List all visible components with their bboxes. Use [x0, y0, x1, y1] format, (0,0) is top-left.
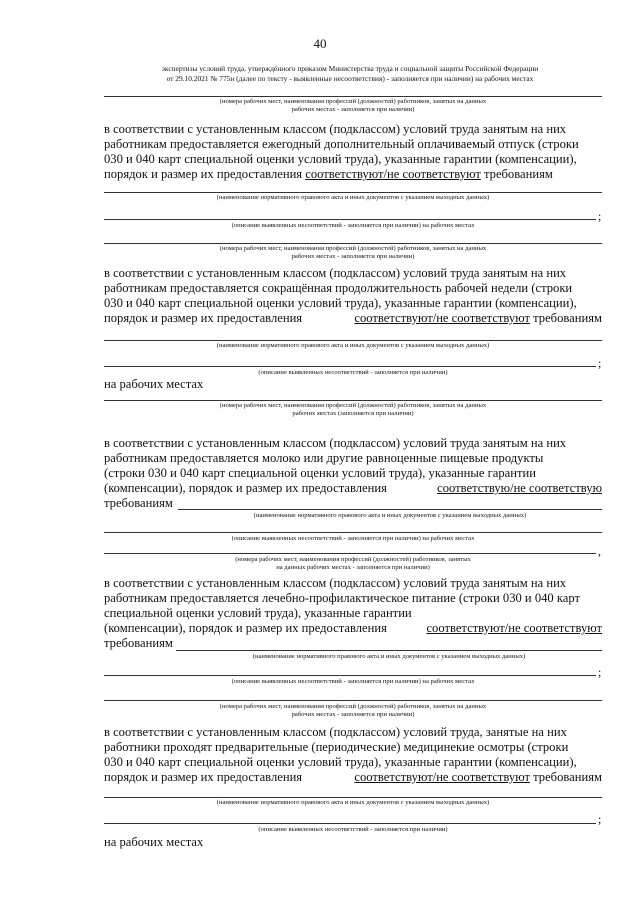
block5-intro: в соответствии с установленным классом (подклассом) условий труда, занятые на них — [104, 725, 567, 739]
block1-line4: порядок и размер их предоставления соответствуют/не соответствуют требованиям — [104, 167, 553, 181]
fill-line — [176, 650, 602, 651]
fill-line — [104, 675, 596, 676]
block1-line3: 030 и 040 карт специальной оценки условий труда), указанные гарантии (компенсации), — [104, 152, 577, 166]
fill-line — [104, 340, 602, 341]
fill-line — [178, 509, 602, 510]
block5-line3: 030 и 040 карт специальной оценки условий труда), указанные гарантии (компенсации), — [104, 755, 577, 769]
page-number: 40 — [313, 36, 327, 51]
block1-intro: в соответствии с установленным классом (подклассом) условий труда занятым на них — [104, 122, 567, 136]
fill-line — [104, 219, 596, 220]
block2-intro: в соответствии с установленным классом (подклассом) условий труда занятым на них — [104, 266, 567, 280]
caption-workplaces: (номера рабочих мест, наименования профессий (должностей) работников, занятых на данных рабочих местах - заполняется при наличии) — [219, 245, 487, 260]
block3-intro: в соответствии с установленным классом (подклассом) условий труда занятым на них — [104, 436, 567, 450]
caption-legal-act: (наименование нормативного правового акта и иных документов с указанием выходных данных) — [216, 342, 490, 349]
fill-line — [104, 797, 602, 798]
block5-line4: порядок и размер их предоставления соответствуют/не соответствуют требованиям — [104, 770, 602, 784]
fill-line — [104, 823, 596, 824]
caption-mismatch: (описание выявленных несоответствий - заполняется при наличии) на рабочих местах — [231, 678, 475, 685]
fill-line — [104, 192, 602, 193]
semicolon: ; — [598, 665, 602, 679]
caption-legal-act: (наименование нормативного правового акта и иных документов с указанием выходных данных) — [216, 799, 490, 806]
block3-line3: (строки 030 и 040 карт специальной оценки условий труда), указанные гарантии — [104, 466, 536, 480]
block3-requirements: требованиям — [104, 496, 173, 510]
caption-mismatch: (описание выявленных несоответствий - заполняется при наличии) на рабочих местах — [231, 535, 475, 542]
fill-line — [104, 700, 602, 701]
block4-line3: специальной оценки условий труда), указанные гарантии — [104, 606, 412, 620]
caption-mismatch: (описание выявленных несоответствий - заполняется при наличии) — [258, 826, 448, 833]
caption-workplaces: (номера рабочих мест, наименования профессий (должностей) работников, занятых на данных рабочих местах - заполняется при наличии) — [219, 98, 487, 113]
caption-mismatch: (описание выявленных несоответствий - заполняется при наличии) — [258, 369, 448, 376]
block2-line2: работникам предоставляется сокращённая продолжительность рабочей недели (строки — [104, 281, 573, 295]
block4-line2: работникам предоставляется лечебно-профилактическое питание (строки 030 и 040 карт — [104, 591, 581, 605]
header-line-1: экспертизы условий труда, утверждённого приказом Министерства труда и социальной защиты Российской Федерации — [161, 64, 539, 73]
caption-workplaces: (номера рабочих мест, наименования профессий (должностей) работников, занятых на данных рабочих местах - заполняется при наличии) — [219, 703, 487, 718]
block3-line2: работникам предоставляется молоко или другие равноценные пищевые продукты — [104, 451, 544, 465]
block1-line2: работникам предоставляется ежегодный дополнительный оплачиваемый отпуск (строки — [104, 137, 579, 151]
fill-line — [104, 96, 602, 97]
block3-line4: (компенсации), порядок и размер их предоставления соответствую/не соответствую — [104, 481, 602, 495]
block4-line4: (компенсации), порядок и размер их предоставления соответствуют/не соответствуют — [104, 621, 602, 635]
block4-intro: в соответствии с установленным классом (подклассом) условий труда занятым на них — [104, 576, 567, 590]
fill-line — [104, 532, 602, 533]
block2-line4: порядок и размер их предоставления соответствуют/не соответствуют требованиям — [104, 311, 602, 325]
on-workplaces: на рабочих местах — [104, 377, 204, 391]
comma: , — [598, 544, 601, 558]
page-header — [100, 64, 600, 83]
caption-workplaces: (номера рабочих мест, наименования профессий (должностей) работников, занятых на данных рабочих местах - заполняется при наличии) — [235, 556, 471, 571]
fill-line — [104, 553, 596, 554]
block5-line2: работники проходят предварительные (периодические) медицинекие осмотры (строки — [104, 740, 569, 754]
fill-line — [104, 400, 602, 401]
caption-legal-act: (наименование нормативного правового акта и иных документов с указанием выходных данных) — [252, 653, 526, 660]
fill-line — [104, 366, 596, 367]
semicolon: ; — [598, 356, 602, 370]
caption-legal-act: (наименование нормативного правового акта и иных документов с указанием выходных данных) — [216, 194, 490, 201]
header-line-2: от 29.10.2021 № 775н (далее по тексту - выявленные несоответствия) - заполняется при наличии) на рабочих местах — [166, 73, 534, 83]
caption-legal-act: (наименование нормативного правового акта и иных документов с указанием выходных данных) — [253, 512, 527, 519]
on-workplaces: на рабочих местах — [104, 835, 204, 849]
caption-workplaces: (номера рабочих мест, наименования профессий (должностей) работников, занятых на данных рабочих местах (заполняется при наличии) — [219, 402, 487, 417]
block2-line3: 030 и 040 карт специальной оценки условий труда), указанные гарантии (компенсации), — [104, 296, 577, 310]
block4-requirements: требованиям — [104, 636, 173, 650]
fill-line — [104, 243, 602, 244]
semicolon: ; — [598, 812, 602, 826]
caption-mismatch: (описание выявленных несоответствий - заполняется при наличии) на рабочих местах — [231, 222, 475, 229]
semicolon: ; — [598, 209, 602, 223]
